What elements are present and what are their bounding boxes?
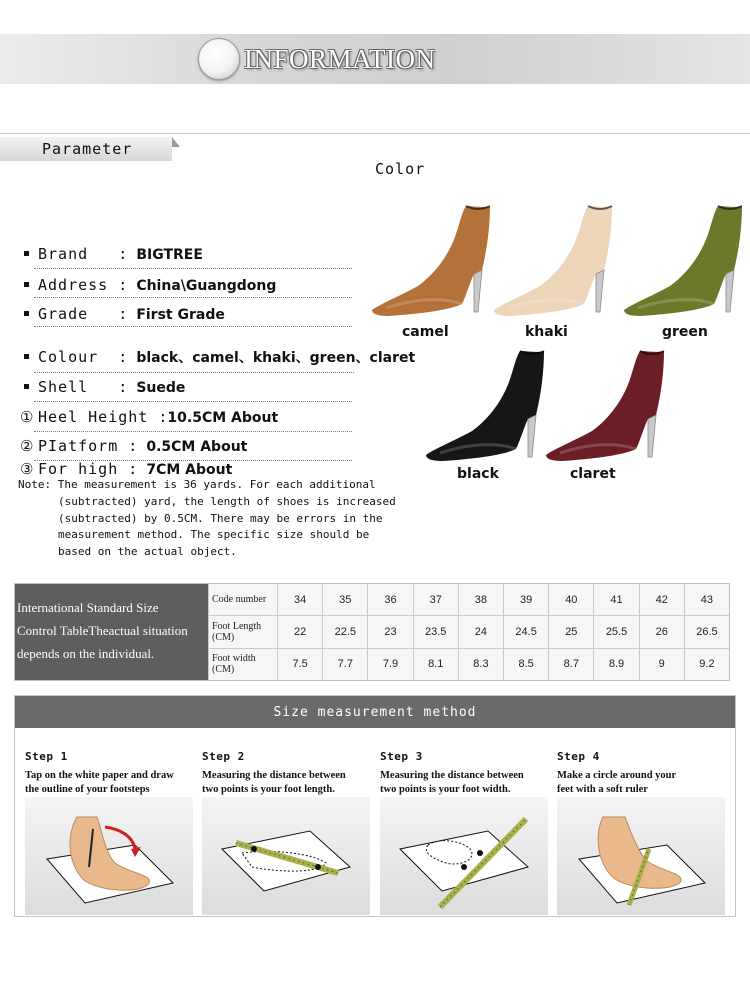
step-description bbox=[557, 769, 725, 799]
size-table-cell: 25 bbox=[549, 616, 594, 647]
step-title: Step 1 bbox=[25, 750, 68, 763]
parameter-row bbox=[20, 437, 247, 455]
row-divider bbox=[34, 401, 352, 402]
parameter-key: Grade bbox=[38, 305, 119, 323]
shoe-camel-image bbox=[370, 200, 494, 318]
size-table bbox=[14, 583, 730, 681]
parameter-value: 0.5CM About bbox=[146, 439, 248, 455]
size-table-cell: 34 bbox=[278, 584, 323, 615]
parameter-separator: : bbox=[118, 348, 137, 366]
parameter-value: BIGTREE bbox=[136, 247, 203, 263]
size-table-cell: 41 bbox=[594, 584, 639, 615]
size-table-row bbox=[208, 584, 729, 616]
size-table-cell: 22 bbox=[278, 616, 323, 647]
parameter-separator: : bbox=[118, 378, 137, 396]
step-illustration bbox=[25, 797, 193, 915]
parameter-value: First Grade bbox=[136, 307, 225, 323]
note-line: (subtracted) by 0.5CM. There may be errors in the bbox=[58, 511, 383, 525]
measurement-step bbox=[557, 750, 725, 915]
row-divider bbox=[34, 268, 352, 269]
step-description bbox=[202, 769, 370, 799]
section-divider bbox=[0, 133, 750, 134]
step-illustration bbox=[380, 797, 548, 915]
size-table-caption bbox=[15, 584, 208, 680]
parameter-key: Colour bbox=[38, 348, 119, 366]
parameter-row bbox=[20, 305, 225, 323]
measurement-section bbox=[14, 695, 736, 917]
foot-measure-illustration-icon bbox=[557, 797, 725, 915]
size-table-cell: 40 bbox=[549, 584, 594, 615]
size-table-cell: 43 bbox=[700, 593, 714, 606]
parameter-value: Suede bbox=[136, 380, 186, 396]
step-illustration bbox=[202, 797, 370, 915]
size-note bbox=[18, 477, 418, 561]
foot-measure-illustration-icon bbox=[25, 797, 193, 915]
step-description-line: feet with a soft ruler bbox=[557, 784, 648, 795]
parameter-separator: : bbox=[158, 408, 168, 426]
size-table-cell: 26 bbox=[640, 616, 685, 647]
step-illustration bbox=[557, 797, 725, 915]
measurement-step bbox=[25, 750, 193, 915]
size-table-cell: 42 bbox=[640, 584, 685, 615]
circled-number-icon: ③ bbox=[20, 460, 34, 478]
measurement-step bbox=[380, 750, 548, 915]
parameter-key: Heel Height bbox=[38, 408, 159, 426]
row-divider bbox=[34, 372, 354, 373]
parameter-row bbox=[20, 347, 415, 367]
size-table-cell: 23.5 bbox=[414, 616, 459, 647]
size-table-cell: 22.5 bbox=[323, 616, 368, 647]
size-table-cell: 25.5 bbox=[594, 616, 639, 647]
bullet-icon bbox=[24, 282, 29, 287]
shoe-color-label: green bbox=[662, 324, 708, 340]
parameter-value: black、camel、khaki、green、claret bbox=[136, 350, 416, 366]
size-table-cell: 38 bbox=[459, 584, 504, 615]
size-table-cell: 35 bbox=[323, 584, 368, 615]
circled-number-icon: ① bbox=[20, 408, 34, 426]
step-description-line: two points is your foot length. bbox=[202, 784, 335, 795]
foot-measure-illustration-icon bbox=[202, 797, 370, 915]
shoe-khaki-image bbox=[492, 200, 616, 318]
step-description-line: the outline of your footsteps bbox=[25, 784, 150, 795]
parameter-row bbox=[20, 378, 185, 396]
note-line: (subtracted) yard, the length of shoes is increased bbox=[58, 494, 396, 508]
color-section-title: Color bbox=[375, 160, 426, 178]
row-divider bbox=[34, 297, 352, 298]
parameter-key: Address bbox=[38, 276, 119, 294]
bullet-icon bbox=[24, 251, 29, 256]
size-table-cell: 9.2 bbox=[699, 658, 715, 671]
row-divider bbox=[34, 326, 352, 327]
caption-line: depends on the individual. bbox=[17, 646, 155, 661]
step-description-line: Measuring the distance between bbox=[380, 770, 524, 781]
measurement-step bbox=[202, 750, 370, 915]
size-table-cell: 7.9 bbox=[368, 649, 413, 680]
parameter-key: PIatform bbox=[38, 437, 129, 455]
size-table-row-header: Code number bbox=[208, 584, 278, 615]
caption-line: International Standard Size bbox=[17, 600, 159, 615]
note-line: Note: The measurement is 36 yards. For each additional bbox=[18, 478, 376, 491]
size-table-cell: 36 bbox=[368, 584, 413, 615]
parameter-row bbox=[20, 460, 232, 478]
shoe-claret-image bbox=[544, 345, 668, 463]
banner-circle-icon bbox=[198, 38, 240, 80]
row-divider bbox=[34, 460, 352, 461]
size-table-row-header: Foot width (CM) bbox=[208, 649, 278, 680]
size-table-cell: 26.5 bbox=[696, 625, 718, 638]
step-description bbox=[380, 769, 548, 799]
size-table-cell: 7.7 bbox=[323, 649, 368, 680]
note-line: measurement method. The specific size should be bbox=[58, 528, 370, 542]
shoe-green-image bbox=[622, 200, 746, 318]
size-table-row bbox=[208, 649, 729, 680]
shoe-color-label: black bbox=[457, 466, 499, 482]
size-table-row bbox=[208, 616, 729, 648]
size-table-cell: 37 bbox=[414, 584, 459, 615]
parameter-separator: : bbox=[128, 437, 147, 455]
parameter-separator: : bbox=[118, 276, 137, 294]
foot-measure-illustration-icon bbox=[380, 797, 548, 915]
parameter-row bbox=[20, 276, 276, 294]
size-table-cell: 8.7 bbox=[549, 649, 594, 680]
bullet-icon bbox=[24, 311, 29, 316]
parameter-tab-label: Parameter bbox=[42, 140, 133, 158]
parameter-value: China\Guangdong bbox=[136, 278, 277, 294]
size-table-cell: 8.3 bbox=[459, 649, 504, 680]
parameter-key: Brand bbox=[38, 245, 119, 263]
circled-number-icon: ② bbox=[20, 437, 34, 455]
shoe-color-label: khaki bbox=[525, 324, 568, 340]
step-title: Step 4 bbox=[557, 750, 600, 763]
size-table-grid bbox=[208, 584, 729, 680]
size-table-cell: 24 bbox=[459, 616, 504, 647]
step-title: Step 3 bbox=[380, 750, 423, 763]
parameter-key: Shell bbox=[38, 378, 119, 396]
parameter-separator: : bbox=[128, 460, 147, 478]
banner-title: INFORMATION bbox=[244, 44, 436, 74]
parameter-row bbox=[20, 245, 203, 263]
step-title: Step 2 bbox=[202, 750, 245, 763]
step-description bbox=[25, 769, 193, 799]
step-description-line: two points is your foot width. bbox=[380, 784, 511, 795]
step-description-line: Measuring the distance between bbox=[202, 770, 346, 781]
step-description-line: Make a circle around your bbox=[557, 770, 677, 781]
header-banner bbox=[0, 34, 750, 84]
bullet-icon bbox=[24, 354, 29, 359]
parameter-separator: : bbox=[118, 305, 137, 323]
size-table-cell: 7.5 bbox=[278, 649, 323, 680]
size-table-cell: 8.5 bbox=[504, 649, 549, 680]
shoe-black-image bbox=[424, 345, 548, 463]
parameter-value: 7CM About bbox=[146, 462, 233, 478]
size-table-cell: 9 bbox=[640, 649, 685, 680]
parameter-row bbox=[20, 408, 278, 426]
shoe-color-label: claret bbox=[570, 466, 616, 482]
size-table-cell: 39 bbox=[504, 584, 549, 615]
parameter-key: For high bbox=[38, 460, 129, 478]
parameter-separator: : bbox=[118, 245, 137, 263]
size-table-cell: 8.9 bbox=[594, 649, 639, 680]
step-description-line: Tap on the white paper and draw bbox=[25, 770, 174, 781]
size-table-cell: 23 bbox=[368, 616, 413, 647]
bullet-icon bbox=[24, 384, 29, 389]
size-table-cell: 24.5 bbox=[504, 616, 549, 647]
size-table-row-header: Foot Length (CM) bbox=[208, 616, 278, 647]
parameter-value: 10.5CM About bbox=[167, 410, 279, 426]
note-line: based on the actual object. bbox=[58, 545, 237, 559]
measurement-title: Size measurement method bbox=[15, 696, 735, 728]
caption-line: Control TableTheactual situation bbox=[17, 623, 188, 638]
row-divider bbox=[34, 431, 352, 432]
shoe-color-label: camel bbox=[402, 324, 449, 340]
size-table-cell: 8.1 bbox=[414, 649, 459, 680]
